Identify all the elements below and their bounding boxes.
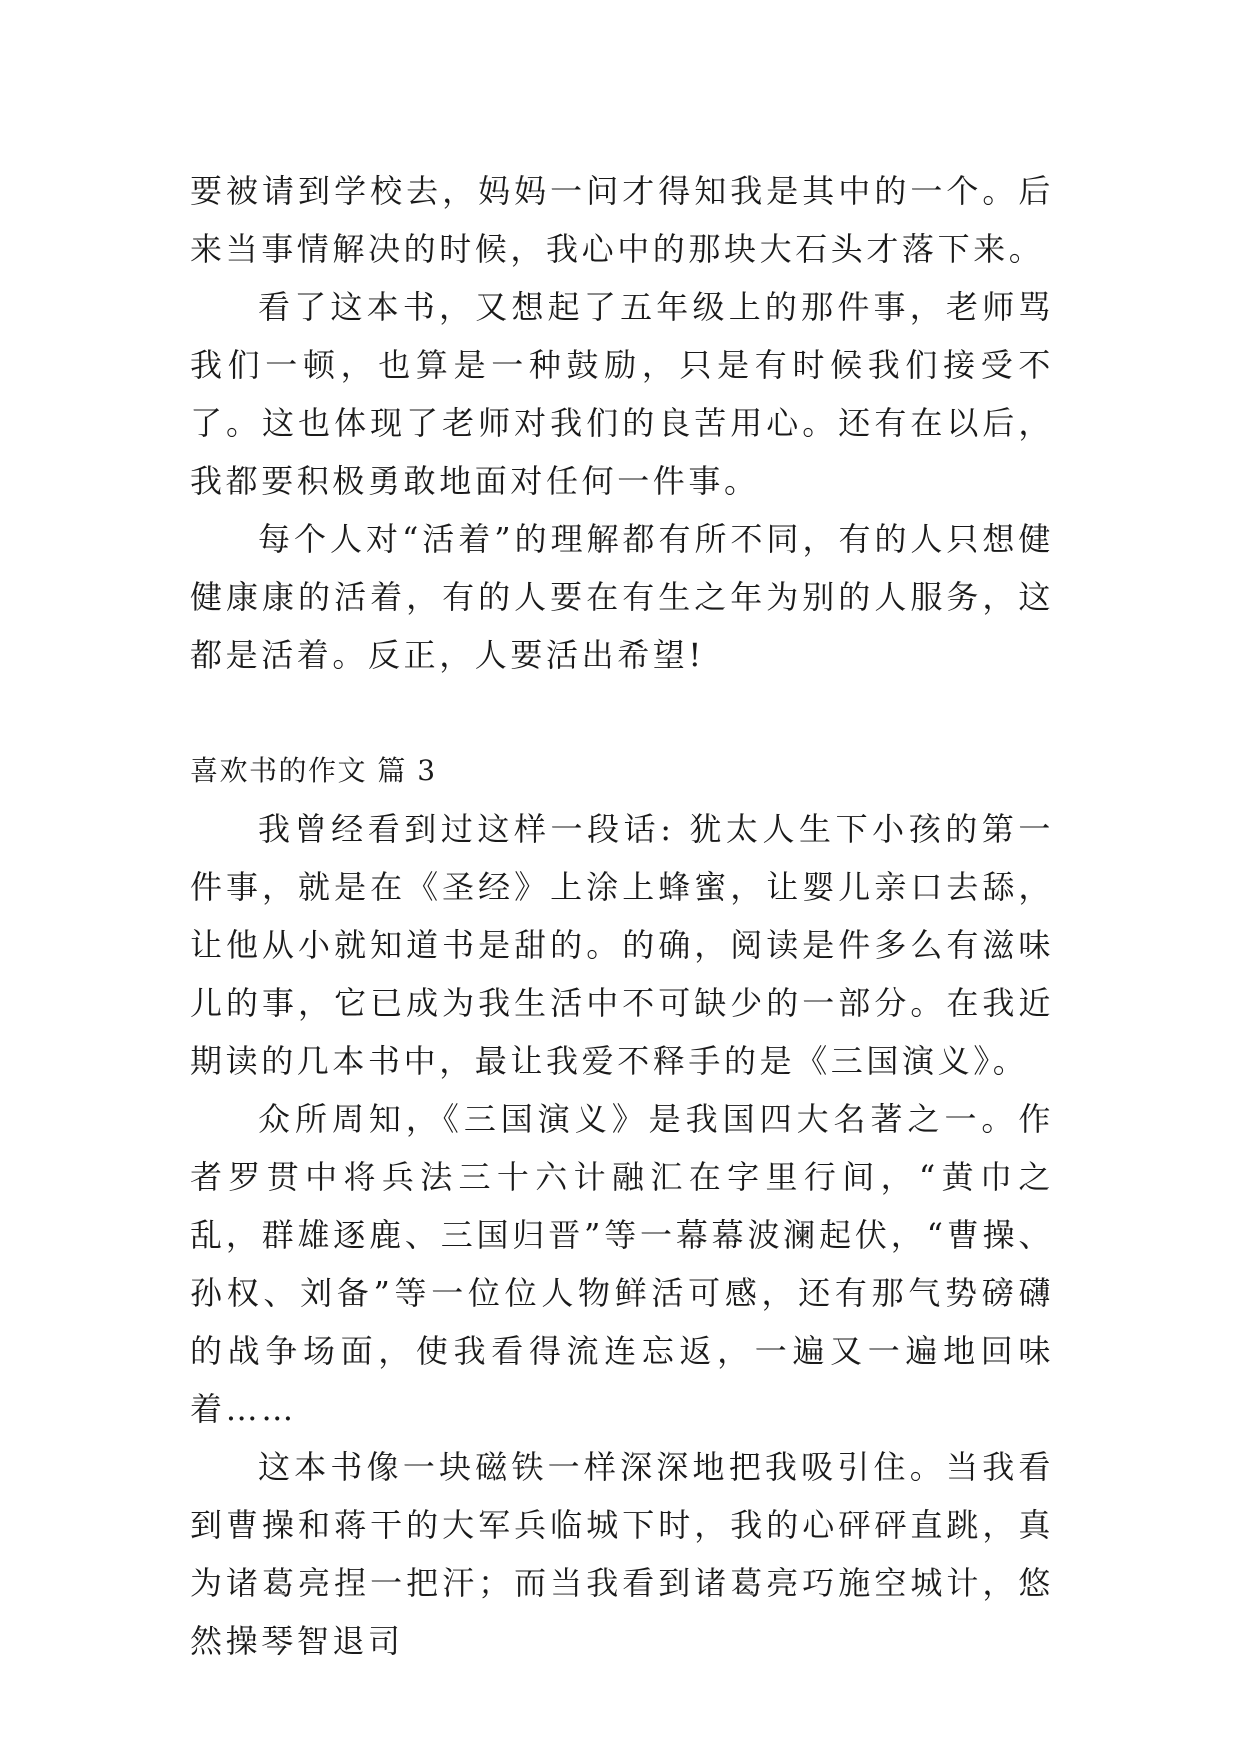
section-heading: 喜欢书的作文 篇 3 [190, 754, 437, 787]
paragraph: 我曾经看到过这样一段话: 犹太人生下小孩的第一件事，就是在《圣经》上涂上蜂蜜，让婴儿亲口去舔，让他从小就知道书是甜的。的确，阅读是件多么有滋味儿的事，它已成为我生活中不可缺少的一部分。在我近期读的几本书中，最让我爱不释手的是《三国演义》。 [190, 810, 1054, 1080]
paragraph: 看了这本书，又想起了五年级上的那件事，老师骂我们一顿，也算是一种鼓励，只是有时候我们接受不了。这也体现了老师对我们的良苦用心。还有在以后，我都要积极勇敢地面对任何一件事。 [190, 288, 1054, 500]
section-spacer [190, 684, 1054, 742]
text-column [190, 162, 1054, 1670]
paragraph: 众所周知，《三国演义》是我国四大名著之一。作者罗贯中将兵法三十六计融汇在字里行间，“黄巾之乱，群雄逐鹿、三国归晋”等一幕幕波澜起伏，“曹操、孙权、刘备”等一位位人物鲜活可感，还有那气势磅礴的战争场面，使我看得流连忘返，一遍又一遍地回味着…… [190, 1100, 1054, 1428]
paragraph: 这本书像一块磁铁一样深深地把我吸引住。当我看到曹操和蒋干的大军兵临城下时，我的心砰砰直跳，真为诸葛亮捏一把汗；而当我看到诸葛亮巧施空城计，悠然操琴智退司 [190, 1448, 1054, 1660]
paragraph-continuation: 要被请到学校去，妈妈一问才得知我是其中的一个。后来当事情解决的时候，我心中的那块大石头才落下来。 [190, 172, 1054, 268]
paragraph: 每个人对“活着”的理解都有所不同，有的人只想健健康康的活着，有的人要在有生之年为别的人服务，这都是活着。反正，人要活出希望! [190, 520, 1054, 674]
